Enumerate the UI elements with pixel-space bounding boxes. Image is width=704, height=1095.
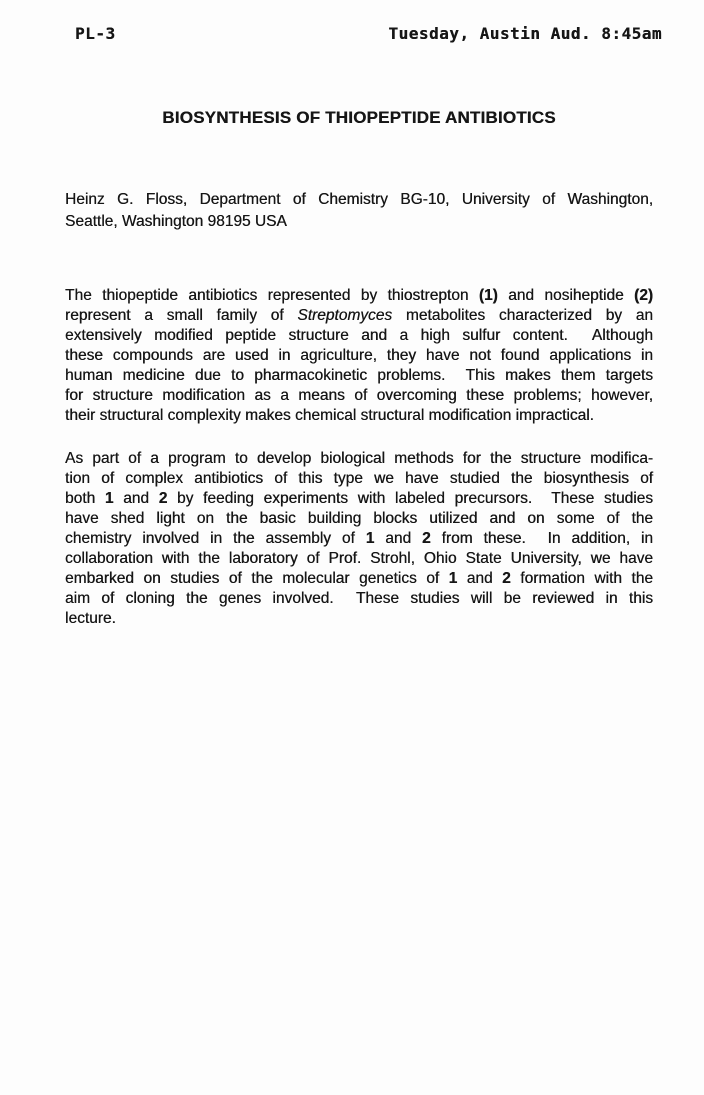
author-affiliation: [65, 189, 653, 233]
text-line: collaboration with the laboratory of Prof. Strohl, Ohio State University, we have: [65, 550, 653, 567]
session-time-location: Tuesday, Austin Aud. 8:45am: [388, 24, 662, 43]
text-line: have shed light on the basic building blocks utilized and on some of the: [65, 510, 653, 527]
text-line: chemistry involved in the assembly of 1 and 2 from these. In addition, in: [65, 530, 653, 547]
session-code: PL-3: [75, 24, 116, 43]
text-line: tion of complex antibiotics of this type we have studied the biosynthesis of: [65, 470, 653, 487]
text-line: lecture.: [65, 610, 116, 627]
text-line: embarked on studies of the molecular genetics of 1 and 2 formation with the: [65, 570, 653, 587]
text-line: represent a small family of Streptomyces metabolites characterized by an: [65, 307, 653, 324]
text-line: human medicine due to pharmacokinetic problems. This makes them targets: [65, 367, 653, 384]
text-line: for structure modification as a means of overcoming these problems; however,: [65, 387, 653, 404]
text-line: both 1 and 2 by feeding experiments with labeled precursors. These studies: [65, 490, 653, 507]
text-line: Seattle, Washington 98195 USA: [65, 213, 287, 230]
abstract-paragraph-1: [65, 286, 653, 426]
text-line: extensively modified peptide structure and a high sulfur content. Although: [65, 327, 653, 344]
text-line: their structural complexity makes chemical structural modification impractical.: [65, 407, 594, 424]
abstract-title: BIOSYNTHESIS OF THIOPEPTIDE ANTIBIOTICS: [162, 108, 556, 127]
text-line: aim of cloning the genes involved. These studies will be reviewed in this: [65, 590, 653, 607]
text-line: As part of a program to develop biological methods for the structure modifica-: [65, 450, 653, 467]
text-line: The thiopeptide antibiotics represented by thiostrepton (1) and nosiheptide (2): [65, 287, 653, 304]
text-line: Heinz G. Floss, Department of Chemistry BG-10, University of Washington,: [65, 191, 653, 208]
text-line: these compounds are used in agriculture, they have not found applications in: [65, 347, 653, 364]
abstract-paragraph-2: [65, 449, 653, 629]
